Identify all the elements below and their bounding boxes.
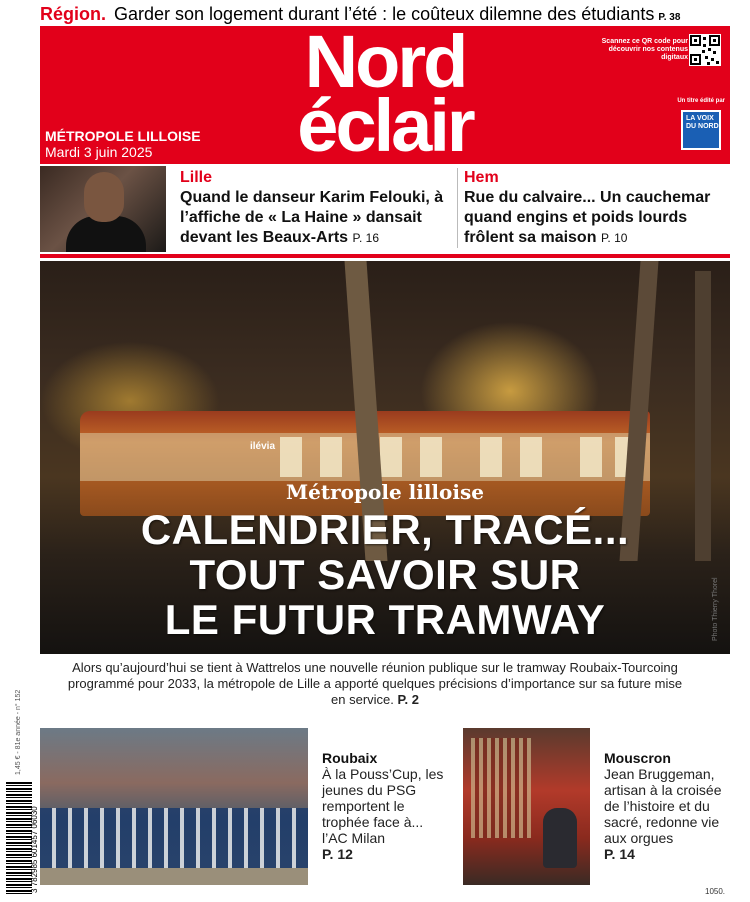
- publisher-logo-text: LA VOIX DU NORD: [683, 112, 719, 148]
- masthead: [40, 20, 730, 167]
- teaser-page: P. 10: [600, 231, 628, 245]
- lead-paragraph[interactable]: [60, 660, 690, 708]
- edition-date: Mardi 3 juin 2025: [45, 144, 153, 160]
- publisher-caption: Un titre édité par: [677, 98, 725, 104]
- top-teaser-text: Garder son logement durant l’été : le coûteux dilemne des étudiants: [114, 4, 655, 24]
- story-page: P. 12: [322, 846, 353, 862]
- teaser-place: Hem: [464, 169, 499, 186]
- story-place: Roubaix: [322, 750, 378, 766]
- red-rule-divider: [40, 254, 730, 258]
- story-page: P. 14: [604, 846, 635, 862]
- teasers-row: [40, 166, 730, 252]
- organ-player: [543, 808, 577, 868]
- story-text: Jean Bruggeman, artisan à la croisée de l’histoire et du sacré, redonne vie aux orgues: [604, 766, 722, 846]
- tram-window: [320, 437, 342, 477]
- top-teaser-label: Région.: [40, 4, 106, 24]
- teaser-place: Lille: [180, 169, 213, 186]
- lead-text: Alors qu’aujourd’hui se tient à Wattrelos une nouvelle réunion publique sur le tramway Roubaix-Tourcoing programmé pour 2033, la métropole de Lille a apporté quelques précisions d’importance sur sa future mise en service.: [67, 660, 683, 707]
- issue-id: 1050.: [705, 887, 726, 896]
- price-issue-text: 1,45 € - 81e année - n° 152: [15, 689, 22, 775]
- tram-window: [380, 437, 402, 477]
- story-text: À la Pouss’Cup, les jeunes du PSG remportent le trophée face à... l’AC Milan: [322, 766, 444, 846]
- organ-pipes: [471, 738, 531, 838]
- publisher-logo[interactable]: [681, 110, 721, 150]
- teaser-text: Rue du calvaire... Un cauchemar quand engins et poids lourds frôlent sa maison: [464, 189, 711, 246]
- ground: [40, 868, 308, 885]
- teaser-page: P. 16: [352, 231, 379, 245]
- edition-info: [45, 128, 201, 160]
- photo-organ[interactable]: [463, 728, 590, 885]
- story-mouscron[interactable]: [604, 750, 734, 862]
- hero-headline-line: LE FUTUR TRAMWAY: [164, 596, 606, 643]
- logo-line-2: éclair: [297, 84, 473, 167]
- qr-caption: Scannez ce QR code pour découvrir nos contenus digitaux: [601, 38, 688, 61]
- tram-window: [280, 437, 302, 477]
- teaser-text: Quand le danseur Karim Felouki, à l’affiche de « La Haine » dansait devant les Beaux-Arts: [180, 189, 444, 246]
- story-roubaix[interactable]: [322, 750, 452, 862]
- barcode-number-text: 3 782985 601457 06030: [30, 806, 39, 893]
- teaser-photo-dancer[interactable]: [40, 166, 166, 252]
- barcode: [6, 782, 32, 894]
- photo-psg-team[interactable]: [40, 728, 308, 885]
- tram-window: [420, 437, 442, 477]
- logo-line-1: Nord: [304, 20, 466, 103]
- hero-kicker: Métropole lilloise: [286, 480, 484, 504]
- hero-headline[interactable]: [40, 507, 730, 642]
- teaser-lille[interactable]: [180, 168, 460, 248]
- teaser-divider: [457, 168, 458, 248]
- masthead-logo[interactable]: [250, 20, 520, 167]
- price-issue-info: [15, 665, 29, 775]
- edition-name: MÉTROPOLE LILLOISE: [45, 128, 201, 144]
- story-place: Mouscron: [604, 750, 671, 766]
- hero-headline-line: TOUT SAVOIR SUR: [189, 551, 581, 598]
- hero-photo[interactable]: [40, 261, 730, 654]
- dancer-face: [84, 172, 124, 222]
- tram-window: [580, 437, 602, 477]
- top-teaser-page: P. 38: [658, 12, 681, 23]
- tram-window: [520, 437, 542, 477]
- tram-window: [480, 437, 502, 477]
- players-group: [40, 808, 308, 868]
- tram-logo: ilévia: [250, 441, 276, 452]
- teaser-hem[interactable]: [464, 168, 730, 248]
- lead-page: P. 2: [397, 692, 419, 707]
- hero-headline-line: CALENDRIER, TRACÉ...: [140, 506, 630, 553]
- photo-credit: Photo Thierry Thorel: [712, 577, 719, 641]
- qr-code-icon[interactable]: [689, 34, 721, 66]
